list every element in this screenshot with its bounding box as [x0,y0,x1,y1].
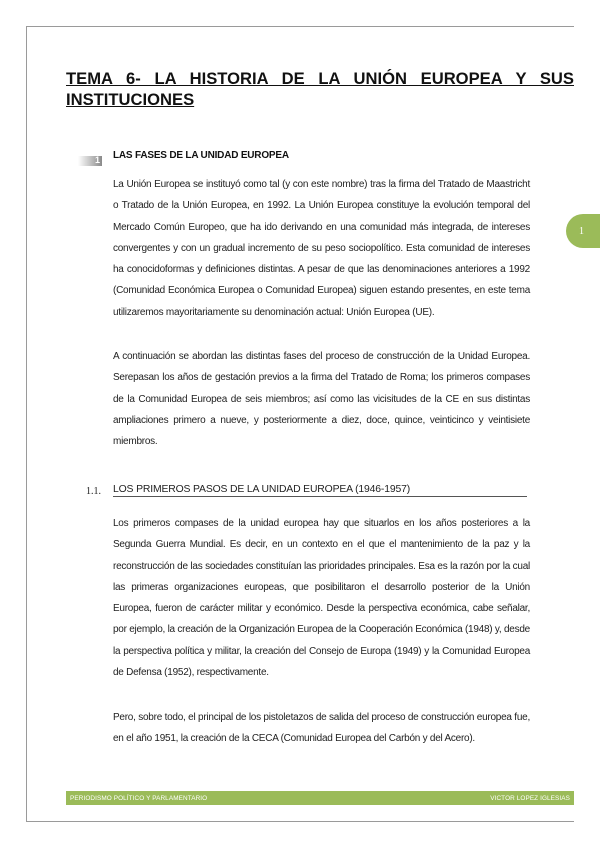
footer-author-name: VICTOR LOPEZ IGLESIAS [490,794,570,802]
section-paragraph-2: A continuación se abordan las distintas fases del proceso de construcción de la Unidad Europea. Serepasan los años de gestación previos a la firma del Tratado de Roma; los primeros compases de la Comunidad Europea de seis miembros; así como las vicisitudes de la CE en sus distintas ampliaciones primero a nueve, y posteriormente a diez, doce, quince, veinticinco y veintisiete miembros. [113,351,530,448]
footer-course-name: PERIODISMO POLÍTICO Y PARLAMENTARIO [70,794,208,802]
section-heading: LAS FASES DE LA UNIDAD EUROPEA [113,150,289,161]
subsection-paragraph-1: Los primeros compases de la unidad europea hay que situarlos en los años posteriores a la Segunda Guerra Mundial. Es decir, en un contexto en el que el mantenimiento de la paz y la reconstrucción de las sociedades constituían las prioridades principales. Esa es la razón por la cual las primeras organizaciones europeas, que posibilitaron el desarrollo posterior de la Unión Europea, fueron de carácter militar y económico. Desde la perspectiva económica, cabe señalar, por ejemplo, la creación de la Organización Europea de la Cooperación Económica (1948) y, desde la perspectiva política y militar, la creación del Consejo de Europa (1949) y la Comunidad Europea de Defensa (1952), respectivamente. [113,518,530,679]
subsection-heading: LOS PRIMEROS PASOS DE LA UNIDAD EUROPEA (1946-1957) [113,484,527,497]
document-title: TEMA 6- LA HISTORIA DE LA UNIÓN EUROPEA Y SUS INSTITUCIONES [66,69,574,109]
footer-bar [66,791,574,805]
subsection-number: 1.1. [86,486,101,497]
section-paragraph-1: La Unión Europea se instituyó como tal (y con este nombre) tras la firma del Tratado de Maastricht o Tratado de la Unión Europea, en 1992. La Unión Europea constituye la evolución temporal del Mercado Común Europeo, que ha ido derivando en una comunidad más integrada, de intereses convergentes y con un gradual incremento de su peso sociopolítico. Esta comunidad de intereses ha conocidoformas y definiciones distintas. A pesar de que las denominaciones anteriores a 1992 (Comunidad Económica Europea o Comunidad Europea) siguen estando presentes, en este tema utilizaremos mayoritariamente su denominación actual: Unión Europea (UE). [113,179,530,318]
page-number-tab [566,214,600,248]
section-marker-number: 1 [94,155,100,165]
subsection-paragraph-2: Pero, sobre todo, el principal de los pistoletazos de salida del proceso de construcción europea fue, en el año 1951, la creación de la CECA (Comunidad Europea del Carbón y del Acero). [113,712,530,745]
page-number: 1 [579,225,584,237]
section-marker [78,156,102,166]
